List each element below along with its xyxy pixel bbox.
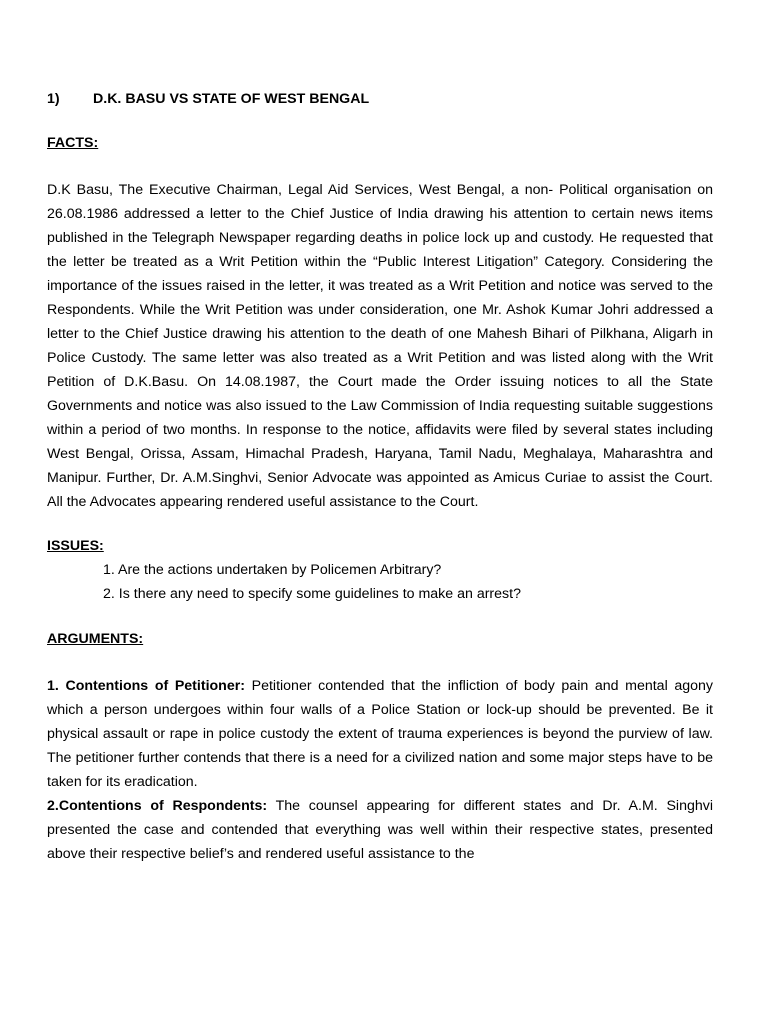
- facts-paragraph: D.K Basu, The Executive Chairman, Legal Aid Services, West Bengal, a non- Political organisation on 26.08.1986 addressed a letter to the Chief Justice of India drawing his attention to certain news items published in the Telegraph Newspaper regarding deaths in police lock up and custody. He requested that the letter be treated as a Writ Petition within the “Public Interest Litigation” Category. Considering the importance of the issues raised in the letter, it was treated as a Writ Petition and notice was served to the Respondents. While the Writ Petition was under consideration, one Mr. Ashok Kumar Johri addressed a letter to the Chief Justice drawing his attention to the death of one Mahesh Bihari of Pilkhana, Aligarh in Police Custody. The same letter was also treated as a Writ Petition and was listed along with the Writ Petition of D.K.Basu. On 14.08.1987, the Court made the Order issuing notices to all the State Governments and notice was also issued to the Law Commission of India requesting suitable suggestions within a period of two months. In response to the notice, affidavits were filed by several states including West Bengal, Orissa, Assam, Himachal Pradesh, Haryana, Tamil Nadu, Meghalaya, Maharashtra and Manipur. Further, Dr. A.M.Singhvi, Senior Advocate was appointed as Amicus Curiae to assist the Court. All the Advocates appearing rendered useful assistance to the Court.: [47, 182, 713, 510]
- document-page: [47, 87, 713, 866]
- case-number: 1): [47, 91, 60, 107]
- case-heading: [47, 87, 713, 111]
- facts-heading: FACTS:: [47, 135, 99, 151]
- issue-item: 2. Is there any need to specify some guidelines to make an arrest?: [103, 586, 521, 602]
- issue-item: 1. Are the actions undertaken by Policemen Arbitrary?: [103, 562, 442, 578]
- respondents-contentions: [47, 794, 713, 866]
- respondents-lead: 2.Contentions of Respondents:: [47, 798, 268, 814]
- issues-heading: ISSUES:: [47, 538, 104, 554]
- arguments-heading: ARGUMENTS:: [47, 631, 144, 647]
- issues-list: [47, 558, 713, 606]
- petitioner-text: Petitioner contended that the infliction of body pain and mental agony which a person undergoes within four walls of a Police Station or lock-up should be prevented. Be it physical assault or rape in police custody the extent of trauma experiences is beyond the purview of law. The petitioner further contends that there is a need for a civilized nation and some major steps have to be taken for its eradication.: [47, 678, 714, 790]
- case-title: D.K. BASU VS STATE OF WEST BENGAL: [93, 91, 370, 107]
- petitioner-contentions: [47, 674, 713, 794]
- respondents-text: The counsel appearing for different states and Dr. A.M. Singhvi presented the case and contended that everything was well within their respective states, presented above their respective belief’s and rendered useful assistance to the: [47, 798, 713, 862]
- petitioner-lead: 1. Contentions of Petitioner:: [47, 678, 245, 694]
